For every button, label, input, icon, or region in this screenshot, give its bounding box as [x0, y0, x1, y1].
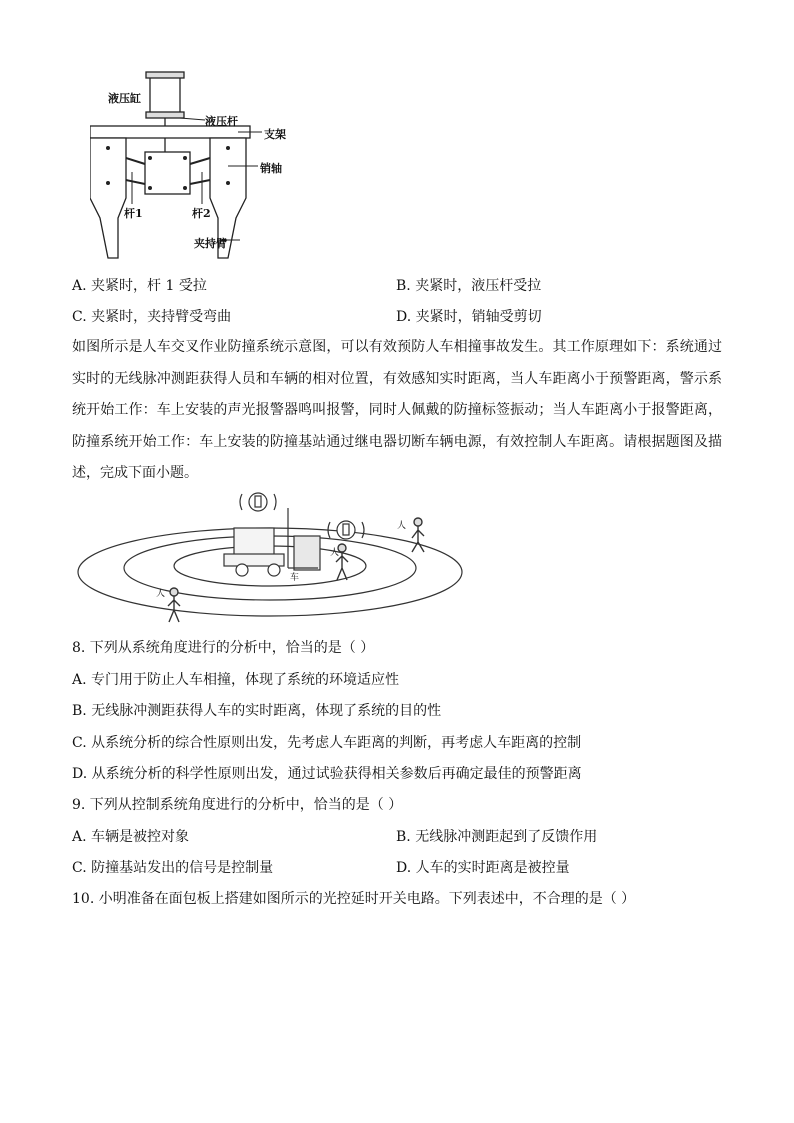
label-bar1: 杆1: [124, 207, 143, 220]
label-bar2: 杆2: [192, 207, 211, 220]
q7-option-b: B. 夹紧时，液压杆受拉: [396, 278, 542, 294]
label-person-1: 人: [397, 521, 407, 531]
passage-text: 如图所示是人车交叉作业防撞系统示意图，可以有效预防人车相撞事故发生。其工作原理如下：系统通过实时的无线脉冲测距获得人员和车辆的相对位置，有效感知实时距离，当人车距离小于预警距离，警示系统开始工作：车上安装的声光报警器鸣叫报警，同时人佩戴的防撞标签振动；当人车距离小于报警距离，防撞系统开始工作：车上安装的防撞基站通过继电器切断车辆电源，有效控制人车距离。请根据题图及描述，完成下面小题。: [72, 339, 722, 481]
q8-option-a: A. 专门用于防止人车相撞，体现了系统的环境适应性: [72, 672, 400, 688]
q8-option-c: C. 从系统分析的综合性原则出发，先考虑人车距离的判断，再考虑人车距离的控制: [72, 735, 582, 751]
link-bar-1: [126, 158, 145, 184]
label-car: 车: [290, 573, 300, 583]
q9-option-b: B. 无线脉冲测距起到了反馈作用: [396, 829, 598, 845]
label-cylinder: 液压缸: [108, 92, 141, 105]
left-clamp-arm: [90, 138, 126, 258]
label-arm: 夹持臂: [194, 237, 227, 250]
label-rod: 液压杆: [205, 115, 238, 128]
q8-stem: 8. 下列从系统角度进行的分析中，恰当的是（ ）: [72, 640, 375, 656]
q7-option-d: D. 夹紧时，销轴受剪切: [396, 309, 542, 325]
label-person-3: 人: [156, 589, 166, 599]
q8-option-d: D. 从系统分析的科学性原则出发，通过试验获得相关参数后再确定最佳的预警距离: [72, 766, 582, 782]
hydraulic-cylinder: [150, 74, 180, 116]
q9-option-c: C. 防撞基站发出的信号是控制量: [72, 860, 274, 876]
q9-option-a: A. 车辆是被控对象: [72, 829, 190, 845]
forklift: [224, 508, 320, 576]
q8-option-b: B. 无线脉冲测距获得人车的实时距离，体现了系统的目的性: [72, 703, 442, 719]
q9-option-d: D. 人车的实时距离是被控量: [396, 860, 570, 876]
q10-stem: 10. 小明准备在面包板上搭建如图所示的光控延时开关电路。下列表述中，不合理的是（ ）: [72, 891, 636, 907]
q9-stem: 9. 下列从控制系统角度进行的分析中，恰当的是（ ）: [72, 797, 403, 813]
label-pin: 销轴: [260, 162, 282, 175]
link-bar-2: [190, 158, 210, 184]
label-person-2: 人: [330, 548, 340, 558]
q7-option-a: A. 夹紧时，杆 1 受拉: [72, 278, 207, 294]
label-bracket: 支架: [264, 128, 286, 141]
collision-avoidance-figure: [74, 488, 466, 628]
q7-option-c: C. 夹紧时，夹持臂受弯曲: [72, 309, 232, 325]
